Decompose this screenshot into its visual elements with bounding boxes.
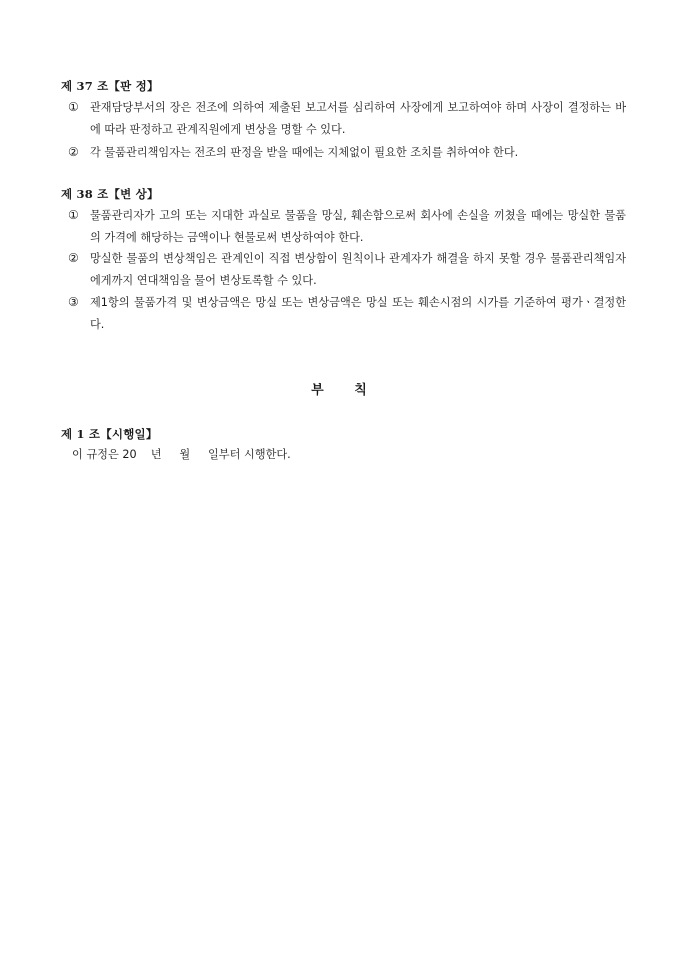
- effective-date-text: 이 규정은 20 년 월 일부터 시행한다.: [72, 448, 291, 461]
- article-38-item-3: [68, 292, 626, 335]
- item-text: 각 물품관리책임자는 전조의 판정을 받을 때에는 지체없이 필요한 조치를 취하여야 한다.: [90, 146, 519, 159]
- item-number: ②: [68, 145, 79, 159]
- article-37-item-1: [68, 97, 626, 140]
- article-38-heading: 제 38 조【변 상】: [61, 187, 159, 201]
- supplementary-article-1-heading: 제 1 조【시행일】: [61, 427, 158, 441]
- item-number: ①: [68, 100, 79, 114]
- article-38-item-2: [68, 248, 626, 291]
- article-37-heading: 제 37 조【판 정】: [61, 79, 159, 93]
- item-number: ①: [68, 208, 79, 222]
- item-text: 제1항의 물품가격 및 변상금액은 망실 또는 변상금액은 망실 또는 훼손시점의 시가를 기준하여 평가ㆍ결정한다.: [90, 296, 626, 331]
- supplementary-title: 부 칙: [311, 383, 369, 398]
- article-37-item-2: [68, 142, 626, 164]
- item-text: 물품관리자가 고의 또는 지대한 과실로 물품을 망실, 훼손함으로써 회사에 손실을 끼쳤을 때에는 망실한 물품의 가격에 해당하는 금액이나 현물로써 변상하여야 한다.: [90, 209, 626, 244]
- item-number: ③: [68, 295, 79, 309]
- item-text: 관재담당부서의 장은 전조에 의하여 제출된 보고서를 심리하여 사장에게 보고하여야 하며 사장이 결정하는 바에 따라 판정하고 관계직원에게 변상을 명할 수 있다.: [90, 101, 626, 136]
- article-38-item-1: [68, 205, 626, 248]
- item-text: 망실한 물품의 변상책임은 관계인이 직접 변상함이 원칙이나 관계자가 해결을 하지 못할 경우 물품관리책임자에게까지 연대책임을 물어 변상토록할 수 있다.: [90, 252, 626, 287]
- item-number: ②: [68, 251, 79, 265]
